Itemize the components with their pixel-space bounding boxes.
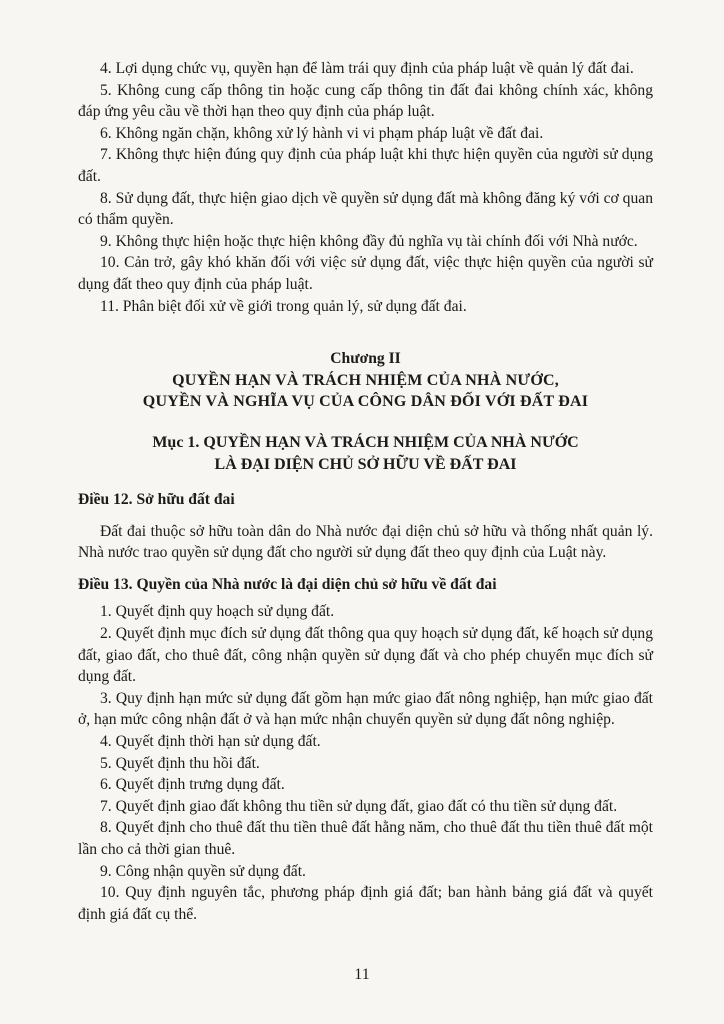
paragraph: 5. Không cung cấp thông tin hoặc cung cấp thông tin đất đai không chính xác, không đáp ứng yêu cầu về thời hạn theo quy định của pháp luật. (78, 81, 653, 121)
article-13-item: 2. Quyết định mục đích sử dụng đất thông qua quy hoạch sử dụng đất, kế hoạch sử dụng đất, giao đất, cho thuê đất, công nhận quyền sử dụng đất và cho phép chuyển mục đích sử dụng đất. (78, 625, 653, 686)
article-13-item: 10. Quy định nguyên tắc, phương pháp định giá đất; ban hành bảng giá đất và quyết định giá đất cụ thể. (78, 884, 653, 923)
paragraph: 8. Sử dụng đất, thực hiện giao dịch về quyền sử dụng đất mà không đăng ký với cơ quan có thẩm quyền. (78, 189, 653, 229)
chapter-title-line2: QUYỀN VÀ NGHĨA VỤ CỦA CÔNG DÂN ĐỐI VỚI ĐẤT ĐAI (142, 393, 589, 411)
article-13-item: 8. Quyết định cho thuê đất thu tiền thuê đất hằng năm, cho thuê đất thu tiền thuê đất một lần cho cả thời gian thuê. (78, 819, 653, 858)
article-13-item: 7. Quyết định giao đất không thu tiền sử dụng đất, giao đất có thu tiền sử dụng đất. (100, 797, 618, 815)
paragraph: 4. Lợi dụng chức vụ, quyền hạn để làm trái quy định của pháp luật về quản lý đất đai. (100, 60, 634, 77)
article-13-item: 9. Công nhận quyền sử dụng đất. (100, 862, 306, 880)
article-13-item: 5. Quyết định thu hồi đất. (100, 754, 260, 772)
paragraph: 7. Không thực hiện đúng quy định của pháp luật khi thực hiện quyền của người sử dụng đất. (78, 146, 653, 185)
paragraph: 11. Phân biệt đối xử về giới trong quản lý, sử dụng đất đai. (100, 297, 467, 315)
chapter-label: Chương II (330, 350, 401, 368)
paragraph: 10. Cản trở, gây khó khăn đối với việc sử dụng đất, việc thực hiện quyền của người sử dụng đất theo quy định của pháp luật. (78, 254, 653, 293)
article-12-heading: Điều 12. Sở hữu đất đai (78, 491, 235, 509)
article-13-heading: Điều 13. Quyền của Nhà nước là đại diện chủ sở hữu về đất đai (78, 575, 497, 593)
article-12-body: Đất đai thuộc sở hữu toàn dân do Nhà nước đại diện chủ sở hữu và thống nhất quản lý. Nhà nước trao quyền sử dụng đất cho người sử dụng đất theo quy định của Luật này. (78, 522, 653, 562)
article-13-item: 6. Quyết định trưng dụng đất. (100, 776, 285, 794)
section-title-line2: LÀ ĐẠI DIỆN CHỦ SỞ HỮU VỀ ĐẤT ĐAI (214, 455, 517, 473)
article-13-item: 1. Quyết định quy hoạch sử dụng đất. (100, 603, 335, 621)
page-number: 11 (354, 966, 370, 983)
paragraph: 6. Không ngăn chặn, không xử lý hành vi vi phạm pháp luật về đất đai. (100, 124, 544, 142)
section-title-line1: Mục 1. QUYỀN HẠN VÀ TRÁCH NHIỆM CỦA NHÀ NƯỚC (152, 433, 579, 451)
article-13-item: 4. Quyết định thời hạn sử dụng đất. (100, 733, 321, 751)
document-page (78, 58, 653, 925)
chapter-title-line1: QUYỀN HẠN VÀ TRÁCH NHIỆM CỦA NHÀ NƯỚC, (172, 371, 559, 389)
article-13-item: 3. Quy định hạn mức sử dụng đất gồm hạn mức giao đất nông nghiệp, hạn mức giao đất ở, hạn mức công nhận đất ở và hạn mức nhận chuyển quyền sử dụng đất nông nghiệp. (78, 689, 653, 729)
paragraph: 9. Không thực hiện hoặc thực hiện không đầy đủ nghĩa vụ tài chính đối với Nhà nước. (100, 232, 638, 250)
